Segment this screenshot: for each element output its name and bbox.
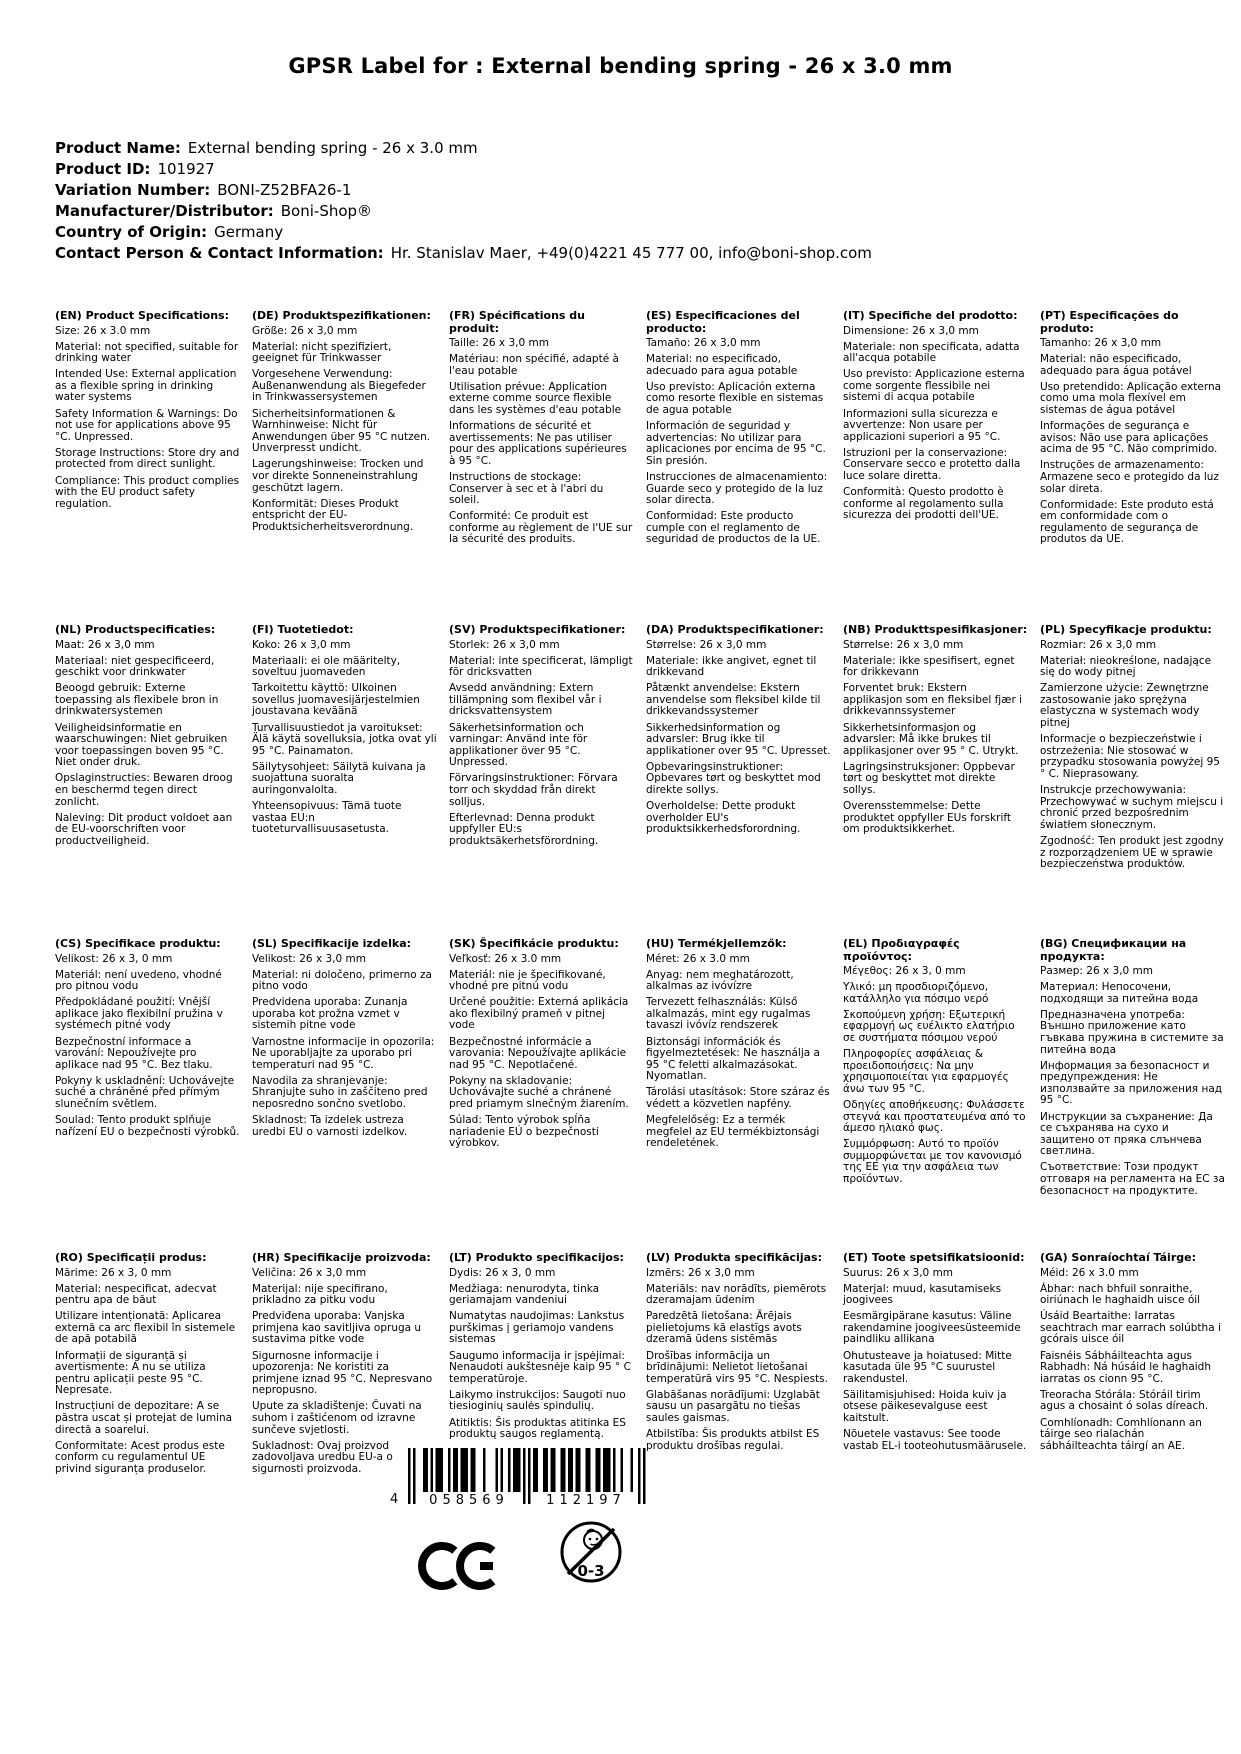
- language-block-title: (SL) Specifikacije izdelka:: [252, 937, 412, 950]
- language-block: [1040, 1252, 1225, 1566]
- spec-paragraph: Размер: 26 x 3,0 mm: [1040, 965, 1154, 977]
- language-block-body: [55, 1268, 240, 1476]
- barcode-left-digits: 058569: [429, 1493, 509, 1508]
- spec-paragraph: Veľkosť: 26 x 3.0 mm: [449, 952, 562, 965]
- age-warning-label: 0-3: [577, 1562, 605, 1580]
- spec-paragraph: Utilisation prévue: Application externe comme source flexible dans les systèmes d'eau potable: [449, 380, 622, 416]
- language-block-body: [55, 954, 240, 1139]
- spec-paragraph: Säkerhetsinformation och varningar: Använd inte för applikationer över 95 °C. Unpressed.: [449, 721, 588, 769]
- spec-paragraph: Varnostne informacije in opozorila: Ne uporabljajte za uporabo pri temperaturi nad 95 °C.: [252, 1035, 435, 1071]
- spec-paragraph: Uso previsto: Applicazione esterna come sorgente flessibile nei sistemi di acqua potabile: [843, 368, 1025, 404]
- spec-paragraph: Utilizare intenționată: Aplicarea externă ca arc flexibil în sistemele de apă potabilă: [55, 1310, 236, 1346]
- language-block-body: [252, 954, 437, 1139]
- language-block-title: (IT) Specifiche del prodotto:: [843, 309, 1018, 322]
- language-block-title: (PT) Especificações do produto:: [1040, 309, 1179, 335]
- language-block: [646, 624, 831, 938]
- spec-paragraph: Saugumo informacija ir įspėjimai: Nenaudoti aukštesnėje kaip 95 ° C temperatūroje.: [449, 1349, 631, 1385]
- spec-paragraph: Säilitamisjuhised: Hoida kuiv ja otsese päikesevalguse eest kaitstult.: [843, 1388, 1007, 1425]
- language-block: [449, 624, 634, 938]
- spec-paragraph: Glabāšanas norādījumi: Uzglabāt sausu un pasargātu no tiešas saules gaismas.: [646, 1388, 820, 1425]
- spec-paragraph: Sikkerhedsinformation og advarsler: Brug ikke til applikationer over 95 °C. Upresset.: [646, 721, 831, 757]
- spec-paragraph: Størrelse: 26 x 3,0 mm: [843, 638, 964, 651]
- product-info-value: Boni-Shop®: [280, 202, 373, 220]
- language-block-title: (NL) Productspecificaties:: [55, 623, 216, 636]
- spec-paragraph: Opslaginstructies: Bewaren droog en beschermd tegen direct zonlicht.: [55, 772, 233, 808]
- language-block-title: (DE) Produktspezifikationen:: [252, 309, 431, 322]
- language-block: [55, 624, 240, 938]
- spec-paragraph: Size: 26 x 3.0 mm: [55, 324, 151, 337]
- spec-paragraph: Materiāls: nav norādīts, piemērots dzeramajam ūdenim: [646, 1282, 827, 1307]
- spec-paragraph: Información de seguridad y advertencias: No utilizar para aplicaciones por encima de 95 °C. Sin presión.: [646, 420, 826, 467]
- language-block: [843, 938, 1028, 1252]
- language-blocks-grid: [55, 310, 1225, 1566]
- language-block-body: [646, 640, 831, 836]
- spec-paragraph: Veličina: 26 x 3,0 mm: [252, 1266, 367, 1279]
- language-block-body: [646, 954, 831, 1150]
- language-block-body: [843, 1268, 1028, 1453]
- language-block: [646, 310, 831, 624]
- language-block-body: [1040, 1268, 1225, 1453]
- product-info-value: Germany: [214, 223, 284, 241]
- language-block: [646, 1252, 831, 1566]
- spec-paragraph: Izmērs: 26 x 3,0 mm: [646, 1266, 755, 1279]
- spec-paragraph: Laikymo instrukcijos: Saugoti nuo tiesioginių saulės spindulių.: [449, 1388, 626, 1413]
- spec-paragraph: Overensstemmelse: Dette produktet oppfyller EUs forskrift om produktsikkerhet.: [843, 800, 1012, 836]
- spec-paragraph: Instrucciones de almacenamiento: Guarde seco y protegido de la luz solar directa.: [646, 470, 828, 507]
- spec-paragraph: Uso pretendido: Aplicação externa como uma mola flexível em sistemas de água potável: [1040, 380, 1222, 416]
- language-block: [646, 938, 831, 1252]
- spec-paragraph: Storlek: 26 x 3,0 mm: [449, 638, 560, 651]
- spec-paragraph: Предназначена употреба: Външно приложение като гъвкава пружина в системите за питейна вода: [1040, 1008, 1224, 1056]
- spec-paragraph: Μέγεθος: 26 x 3, 0 mm: [843, 965, 966, 977]
- spec-paragraph: Säilytysohjeet: Säilytä kuivana ja suojattuna suoralta auringonvalolta.: [252, 760, 426, 797]
- spec-paragraph: Sukladnost: Ovaj proizvod zadovoljava uredbu EU-a o sigurnosti proizvoda.: [252, 1439, 393, 1475]
- spec-paragraph: Tárolási utasítások: Store száraz és védett a közvetlen napfény.: [646, 1086, 830, 1111]
- spec-paragraph: Material: nicht spezifiziert, geeignet für Trinkwasser: [252, 340, 392, 365]
- language-block-body: [55, 326, 240, 511]
- spec-paragraph: Materiaal: niet gespecificeerd, geschikt voor drinkwater: [55, 654, 215, 679]
- spec-paragraph: Mărime: 26 x 3, 0 mm: [55, 1266, 172, 1279]
- spec-paragraph: Biztonsági információk és figyelmeztetések: Ne használja a 95 °C feletti alkalmazásokat. Nyomatlan.: [646, 1035, 820, 1083]
- spec-paragraph: Инструкции за съхранение: Да се съхранява на сухо и защитено от пряка слънчева светлина.: [1040, 1110, 1213, 1158]
- spec-paragraph: Drošības informācija un brīdinājumi: Nelietot lietošanai temperatūrā virs 95 °C. Nespiests.: [646, 1349, 828, 1385]
- spec-paragraph: Lagringsinstruksjoner: Oppbevar tørt og beskyttet mot direkte sollys.: [843, 760, 1015, 797]
- spec-paragraph: Conformidade: Este produto está em conformidade com o regulamento de segurança de produtos da UE.: [1040, 498, 1214, 546]
- spec-paragraph: Tamaño: 26 x 3,0 mm: [646, 337, 761, 349]
- spec-paragraph: Rozmiar: 26 x 3,0 mm: [1040, 638, 1157, 651]
- spec-paragraph: Tamanho: 26 x 3,0 mm: [1040, 337, 1162, 349]
- language-block-title: (DA) Produktspecifikationer:: [646, 623, 824, 636]
- spec-paragraph: Úsáid Beartaithe: Iarratas seachtrach mar earrach solúbtha i gcórais uisce óil: [1040, 1310, 1221, 1346]
- spec-paragraph: Compliance: This product complies with the EU product safety regulation.: [55, 474, 240, 510]
- spec-paragraph: Materiál: není uvedeno, vhodné pro pitnou vodu: [55, 968, 222, 993]
- spec-paragraph: Material: ni določeno, primerno za pitno vodo: [252, 968, 432, 993]
- language-block-title: (HR) Specifikacije proizvoda:: [252, 1251, 431, 1264]
- spec-paragraph: Treoracha Stórála: Stóráil tirim agus a chosaint ó solas díreach.: [1040, 1388, 1209, 1413]
- spec-paragraph: Zamierzone użycie: Zewnętrzne zastosowanie jako sprężyna elastyczna w systemach wody pitnej: [1040, 682, 1209, 730]
- spec-paragraph: Lagerungshinweise: Trocken und vor direkte Sonneneinstrahlung geschützt lagern.: [252, 458, 424, 494]
- language-block-body: [55, 640, 240, 848]
- spec-paragraph: Conformité: Ce produit est conforme au règlement de l'UE sur la sécurité des produits.: [449, 510, 633, 546]
- spec-paragraph: Megfelelőség: Ez a termék megfelel az EU termékbiztonsági rendeletének.: [646, 1114, 820, 1150]
- spec-paragraph: Συμμόρφωση: Αυτό το προϊόν συμμορφώνεται με τον κανονισμό της ΕΕ για την ασφάλεια των προϊόντων.: [843, 1138, 1022, 1185]
- language-block-title: (NB) Produkttspesifikasjoner:: [843, 623, 1028, 636]
- product-info-row: [55, 243, 872, 264]
- language-block-body: [449, 640, 634, 848]
- spec-paragraph: Ohutusteave ja hoiatused: Mitte kasutada üle 95 °C suurustel rakendustel.: [843, 1349, 1012, 1385]
- spec-paragraph: Conformitate: Acest produs este conform cu regulamentul UE privind siguranța produselor.: [55, 1439, 225, 1475]
- spec-paragraph: Maat: 26 x 3,0 mm: [55, 638, 155, 651]
- language-block: [252, 624, 437, 938]
- spec-paragraph: Soulad: Tento produkt splňuje nařízení EU o bezpečnosti výrobků.: [55, 1114, 240, 1138]
- ce-mark-icon: [418, 1538, 504, 1596]
- spec-paragraph: Comhlíonadh: Comhlíonann an táirge seo rialachán sábháilteachta táirgí an AE.: [1040, 1416, 1202, 1452]
- language-block-title: (EN) Product Specifications:: [55, 309, 229, 322]
- spec-paragraph: Instructions de stockage: Conserver à sec et à l'abri du soleil.: [449, 470, 604, 507]
- product-info-label: Manufacturer/Distributor:: [55, 202, 274, 220]
- spec-paragraph: Informações de segurança e avisos: Não use para aplicações acima de 95 °C. Não comprimido.: [1040, 420, 1218, 456]
- spec-paragraph: Numatytas naudojimas: Lankstus purškimas į geriamojo vandens sistemas: [449, 1310, 625, 1346]
- product-info-label: Product ID:: [55, 160, 151, 178]
- language-block-body: [252, 1268, 437, 1476]
- spec-paragraph: Suurus: 26 x 3,0 mm: [843, 1266, 954, 1279]
- language-block-body: [449, 338, 634, 546]
- language-block: [252, 938, 437, 1252]
- spec-paragraph: Instruções de armazenamento: Armazene seco e protegido da luz solar direta.: [1040, 459, 1219, 495]
- language-block: [1040, 310, 1225, 624]
- spec-paragraph: Istruzioni per la conservazione: Conservare secco e protetto dalla luce solare diretta.: [843, 446, 1021, 483]
- spec-paragraph: Förvaringsinstruktioner: Förvara torr och skyddad från direkt solljus.: [449, 772, 618, 808]
- spec-paragraph: Dydis: 26 x 3, 0 mm: [449, 1266, 556, 1279]
- spec-paragraph: Conformità: Questo prodotto è conforme al regolamento sulla sicurezza dei prodotti dell'UE.: [843, 486, 1004, 522]
- product-info-label: Contact Person & Contact Information:: [55, 244, 384, 262]
- spec-paragraph: Материал: Непосочени, подходящи за питейна вода: [1040, 981, 1199, 1005]
- language-block-body: [449, 954, 634, 1150]
- language-block-body: [646, 1268, 831, 1453]
- spec-paragraph: Sicherheitsinformationen & Warnhinweise: Nicht für Anwendungen über 95 °C nutzen. Unverpresst undicht.: [252, 407, 431, 455]
- language-block-title: (BG) Спецификации на продукта:: [1040, 937, 1187, 963]
- spec-paragraph: Material: não especificado, adequado para água potável: [1040, 353, 1192, 377]
- spec-paragraph: Opbevaringsinstruktioner: Opbevares tørt og beskyttet mod direkte sollys.: [646, 760, 821, 797]
- product-info-row: [55, 138, 872, 159]
- spec-paragraph: Atbilstība: Šis produkts atbilst ES produktu drošības regulai.: [646, 1428, 820, 1452]
- spec-paragraph: Medžiaga: nenurodyta, tinka geriamajam vandeniui: [449, 1282, 600, 1307]
- spec-paragraph: Sikkerhetsinformasjon og advarsler: Må ikke brukes til applikasjoner over 95 ° C. Utrykt.: [843, 721, 1019, 757]
- language-block-title: (PL) Specyfikacje produktu:: [1040, 623, 1212, 636]
- language-block: [449, 938, 634, 1252]
- language-block-title: (ET) Toote spetsifikatsioonid:: [843, 1251, 1025, 1264]
- spec-paragraph: Υλικό: μη προσδιοριζόμενο, κατάλληλο για πόσιμο νερό: [843, 981, 989, 1005]
- product-info-value: BONI-Z52BFA26-1: [217, 181, 352, 199]
- barcode-leading-digit: 4: [390, 1492, 399, 1507]
- spec-paragraph: Material: inte specificerat, lämpligt för dricksvatten: [449, 654, 633, 679]
- spec-paragraph: Určené použitie: Externá aplikácia ako flexibilný prameň v pitnej vode: [449, 996, 629, 1032]
- spec-paragraph: Größe: 26 x 3,0 mm: [252, 324, 358, 337]
- age-warning-icon: [556, 1518, 626, 1590]
- language-block: [1040, 938, 1225, 1252]
- language-block-body: [1040, 640, 1225, 871]
- spec-paragraph: Instrukcje przechowywania: Przechowywać w suchym miejscu i chronić przed bezpośrednim światłem słonecznym.: [1040, 784, 1224, 831]
- product-info-value: Hr. Stanislav Maer, +49(0)4221 45 777 00, info@boni-shop.com: [390, 244, 872, 262]
- spec-paragraph: Forventet bruk: Ekstern applikasjon som en fleksibel fjær i drikkevannssystemer: [843, 682, 1023, 718]
- spec-paragraph: Pokyny na skladovanie: Uchovávajte suché a chránené pred priamym slnečným žiarením.: [449, 1074, 629, 1111]
- spec-paragraph: Upute za skladištenje: Čuvati na suhom i zaštićenom od izravne sunčeve svjetlosti.: [252, 1400, 422, 1436]
- spec-paragraph: Materiale: ikke spesifisert, egnet for drikkevann: [843, 654, 1015, 679]
- language-block-title: (SV) Produktspecifikationer:: [449, 623, 626, 636]
- language-block-body: [843, 640, 1028, 836]
- spec-paragraph: Informații de siguranță și avertismente: A nu se utiliza pentru aplicații peste 95 °C. Nepresate.: [55, 1349, 206, 1397]
- language-block-body: [646, 338, 831, 546]
- language-block-title: (CS) Specifikace produktu:: [55, 937, 221, 950]
- spec-paragraph: Materiał: nieokreślone, nadające się do wody pitnej: [1040, 654, 1212, 679]
- spec-paragraph: Materiaali: ei ole määritelty, soveltuu juomaveden: [252, 654, 401, 679]
- spec-paragraph: Materijal: nije specifirano, prikladno za pitku vodu: [252, 1282, 388, 1307]
- spec-paragraph: Yhteensopivuus: Tämä tuote vastaa EU:n tuoteturvallisuusasetusta.: [252, 800, 402, 836]
- spec-paragraph: Material: no especificado, adecuado para agua potable: [646, 353, 798, 377]
- language-block-title: (ES) Especificaciones del producto:: [646, 309, 800, 335]
- spec-paragraph: Materiale: non specificata, adatta all'acqua potabile: [843, 340, 1020, 365]
- spec-paragraph: Conformidad: Este producto cumple con el reglamento de seguridad de productos de la UE.: [646, 510, 821, 546]
- spec-paragraph: Sigurnosne informacije i upozorenja: Ne koristiti za primjene iznad 95 °C. Nepresvano nepropusno.: [252, 1349, 433, 1397]
- product-info-row: [55, 180, 872, 201]
- spec-paragraph: Vorgesehene Verwendung: Außenanwendung als Biegefeder in Trinkwassersystemen: [252, 368, 426, 404]
- spec-paragraph: Materiale: ikke angivet, egnet til drikkevand: [646, 654, 817, 679]
- spec-paragraph: Påtænkt anvendelse: Ekstern anvendelse som fleksibel kilde til drikkevandssystemer: [646, 682, 821, 718]
- product-info-row: [55, 159, 872, 180]
- language-block-title: (FI) Tuotetiedot:: [252, 623, 354, 636]
- spec-paragraph: Πληροφορίες ασφάλειας & προειδοποιήσεις: Να μην χρησιμοποιείται για εφαρμογές άνω των 95 °C.: [843, 1048, 1009, 1095]
- spec-paragraph: Atitiktis: Šis produktas atitinka ES produktų saugos reglamentą.: [449, 1416, 626, 1441]
- language-block-title: (HU) Termékjellemzők:: [646, 937, 787, 950]
- spec-paragraph: Informations de sécurité et avertissements: Ne pas utiliser pour des applications supérieures à 95 °C.: [449, 420, 627, 467]
- language-block-body: [252, 640, 437, 836]
- language-block-title: (GA) Sonraíochtaí Táirge:: [1040, 1251, 1196, 1264]
- spec-paragraph: Nõuetele vastavus: See toode vastab EL-i tooteohutusmäärusele.: [843, 1428, 1027, 1452]
- language-block: [843, 310, 1028, 624]
- spec-paragraph: Velikost: 26 x 3, 0 mm: [55, 952, 173, 965]
- spec-paragraph: Predviđena uporaba: Vanjska primjena kao savitljiva opruga u sustavima pitke vode: [252, 1310, 422, 1346]
- spec-paragraph: Størrelse: 26 x 3,0 mm: [646, 638, 767, 651]
- spec-paragraph: Konformität: Dieses Produkt entspricht der EU-Produktsicherheitsverordnung.: [252, 497, 414, 533]
- spec-paragraph: Matériau: non spécifié, adapté à l'eau potable: [449, 353, 619, 377]
- spec-paragraph: Méret: 26 x 3.0 mm: [646, 952, 750, 965]
- spec-paragraph: Intended Use: External application as a flexible spring in drinking water systems: [55, 368, 237, 404]
- spec-paragraph: Material: nespecificat, adecvat pentru apa de băut: [55, 1282, 217, 1307]
- spec-paragraph: Informazioni sulla sicurezza e avvertenze: Non usare per applicazioni superiori a 95 °C.: [843, 407, 1001, 443]
- language-block-body: [1040, 966, 1225, 1197]
- language-block: [55, 938, 240, 1252]
- spec-paragraph: Faisnéis Sábháilteachta agus Rabhadh: Ná húsáid le haghaidh iarratas os cionn 95 °C.: [1040, 1349, 1212, 1385]
- product-info-label: Variation Number:: [55, 181, 211, 199]
- spec-paragraph: Skladnost: Ta izdelek ustreza uredbi EU o varnosti izdelkov.: [252, 1114, 408, 1138]
- language-block: [843, 1252, 1028, 1566]
- language-block-body: [1040, 338, 1225, 546]
- language-block-title: (LT) Produkto specifikacijos:: [449, 1251, 624, 1264]
- language-block-body: [843, 966, 1028, 1186]
- spec-paragraph: Materjal: muud, kasutamiseks joogivees: [843, 1282, 1002, 1307]
- language-block: [252, 1252, 437, 1566]
- language-block-title: (RO) Specificații produs:: [55, 1251, 207, 1264]
- spec-paragraph: Předpokládané použití: Vnější aplikace jako flexibilní pružina v systémech pitné vody: [55, 996, 223, 1032]
- spec-paragraph: Tarkoitettu käyttö: Ulkoinen sovellus juomavesijärjestelmien joustavana keväänä: [252, 682, 420, 718]
- spec-paragraph: Méid: 26 x 3.0 mm: [1040, 1266, 1139, 1279]
- spec-paragraph: Οδηγίες αποθήκευσης: Φυλάσσετε στεγνά και προστατευμένα από το άμεσο ηλιακό φως.: [843, 1098, 1026, 1135]
- spec-paragraph: Paredzētā lietošana: Ārējais pielietojums kā elastīgs avots dzeramā ūdens sistēmās: [646, 1310, 802, 1346]
- spec-paragraph: Dimensione: 26 x 3,0 mm: [843, 324, 979, 337]
- spec-paragraph: Instrucțiuni de depozitare: A se păstra uscat și protejat de lumina directă a soarelui.: [55, 1400, 233, 1436]
- spec-paragraph: Overholdelse: Dette produkt overholder EU's produktsikkerhedsforordning.: [646, 800, 801, 836]
- spec-paragraph: Efterlevnad: Denna produkt uppfyller EU:s produktsäkerhetsförordning.: [449, 811, 599, 847]
- spec-paragraph: Taille: 26 x 3,0 mm: [449, 337, 549, 349]
- spec-paragraph: Eesmärgipärane kasutus: Väline rakendamine joogiveesüsteemide paindliku allikana: [843, 1310, 1021, 1346]
- language-block: [449, 310, 634, 624]
- spec-paragraph: Predvidena uporaba: Zunanja uporaba kot prožna vzmet v sistemih pitne vode: [252, 996, 408, 1032]
- language-block: [843, 624, 1028, 938]
- spec-paragraph: Съответствие: Този продукт отговаря на регламента на ЕС за безопасност на продуктите.: [1040, 1161, 1225, 1197]
- language-block-title: (EL) Προδιαγραφές προϊόντος:: [843, 937, 960, 963]
- product-info: [55, 138, 872, 264]
- language-block-body: [843, 326, 1028, 522]
- spec-paragraph: Uso previsto: Aplicación externa como resorte flexible en sistemas de agua potable: [646, 380, 824, 416]
- spec-paragraph: Koko: 26 x 3,0 mm: [252, 638, 351, 651]
- spec-paragraph: Anyag: nem meghatározott, alkalmas az ivóvízre: [646, 968, 794, 993]
- language-block-body: [252, 326, 437, 534]
- barcode-right-digits: 112197: [546, 1493, 626, 1508]
- spec-paragraph: Materiál: nie je špecifikované, vhodné pre pitnú vodu: [449, 968, 606, 993]
- spec-paragraph: Informacje o bezpieczeństwie i ostrzeżenia: Nie stosować w przypadku stosowania powyżej 95 ° C. Nieprasowany.: [1040, 733, 1220, 780]
- spec-paragraph: Safety Information & Warnings: Do not use for applications above 95 °C. Unpressed.: [55, 407, 238, 443]
- language-block-title: (SK) Špecifikácie produktu:: [449, 937, 619, 950]
- language-block: [252, 310, 437, 624]
- language-block: [1040, 624, 1225, 938]
- spec-paragraph: Tervezett felhasználás: Külső alkalmazás, mint egy rugalmas tavaszi ivóvíz rendszerek: [646, 996, 811, 1032]
- language-block: [55, 1252, 240, 1566]
- language-block-body: [449, 1268, 634, 1441]
- spec-paragraph: Storage Instructions: Store dry and protected from direct sunlight.: [55, 446, 240, 471]
- page-title: GPSR Label for : External bending spring - 26 x 3.0 mm: [288, 54, 953, 78]
- product-info-row: [55, 222, 872, 243]
- spec-paragraph: Veiligheidsinformatie en waarschuwingen: Niet gebruiken voor toepassingen boven 95 °C. Niet onder druk.: [55, 721, 228, 769]
- language-block: [55, 310, 240, 624]
- spec-paragraph: Bezpečnostní informace a varování: Nepoužívejte pro aplikace nad 95 °C. Bez tlaku.: [55, 1035, 213, 1071]
- language-block-title: (FR) Spécifications du produit:: [449, 309, 586, 335]
- barcode: [390, 1448, 654, 1514]
- language-block-title: (LV) Produkta specifikācijas:: [646, 1251, 822, 1264]
- product-info-value: 101927: [157, 160, 215, 178]
- product-info-label: Product Name:: [55, 139, 181, 157]
- spec-paragraph: Turvallisuustiedot ja varoitukset: Älä käytä sovelluksia, jotka ovat yli 95 °C. Painamaton.: [252, 721, 437, 757]
- product-info-value: External bending spring - 26 x 3.0 mm: [187, 139, 478, 157]
- spec-paragraph: Beoogd gebruik: Externe toepassing als flexibele bron in drinkwatersystemen: [55, 682, 219, 718]
- spec-paragraph: Ábhar: nach bhfuil sonraithe, oiriúnach le haghaidh uisce óil: [1040, 1282, 1201, 1307]
- spec-paragraph: Naleving: Dit product voldoet aan de EU-voorschriften voor productveiligheid.: [55, 811, 233, 847]
- product-info-row: [55, 201, 872, 222]
- spec-paragraph: Pokyny k uskladnění: Uchovávejte suché a chráněné před přímým slunečním světlem.: [55, 1074, 235, 1111]
- spec-paragraph: Súlad: Tento výrobok spĺňa nariadenie EÚ o bezpečnosti výrobkov.: [449, 1114, 599, 1150]
- spec-paragraph: Avsedd användning: Extern tillämpning som flexibel vår i dricksvattensystem: [449, 682, 602, 718]
- spec-paragraph: Material: not specified, suitable for drinking water: [55, 340, 239, 365]
- spec-paragraph: Σκοπούμενη χρήση: Εξωτερική εφαρμογή ως ευέλικτο ελατήριο σε συστήματα πόσιμου νερού: [843, 1008, 1015, 1044]
- spec-paragraph: Bezpečnostné informácie a varovania: Nepoužívajte aplikácie nad 95 °C. Nepotlačené.: [449, 1035, 627, 1071]
- spec-paragraph: Zgodność: Ten produkt jest zgodny z rozporządzeniem UE w sprawie bezpieczeństwa produktów.: [1040, 834, 1224, 871]
- spec-paragraph: Информация за безопасност и предупреждения: Не използвайте за приложения над 95 °C.: [1040, 1059, 1223, 1107]
- product-info-label: Country of Origin:: [55, 223, 208, 241]
- spec-paragraph: Navodila za shranjevanje: Shranjujte suho in zaščiteno pred neposredno sončno svetlobo.: [252, 1074, 428, 1111]
- spec-paragraph: Velikost: 26 x 3,0 mm: [252, 952, 366, 965]
